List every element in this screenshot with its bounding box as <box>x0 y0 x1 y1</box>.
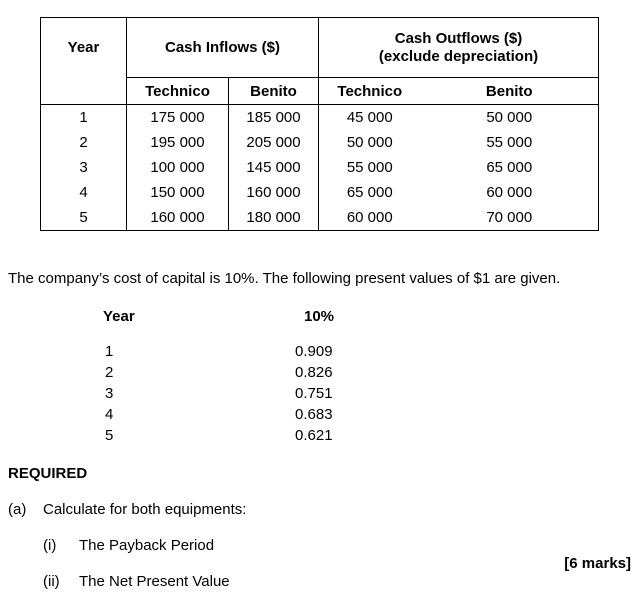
pv-year-value: 2 <box>105 364 114 381</box>
cash-inflows-header: Cash Inflows ($) <box>127 18 319 78</box>
question-a-i-text: The Payback Period <box>79 537 215 554</box>
subheader-inflow-technico: Technico <box>127 78 229 105</box>
pv-factor-value: 0.683 <box>295 406 333 423</box>
subheader-inflow-benito: Benito <box>229 78 319 105</box>
cash-outflows-title: Cash Outflows ($) <box>394 30 523 47</box>
inflow-benito-cell: 180 000 <box>229 205 319 231</box>
year-header-spacer <box>41 78 127 105</box>
table-row <box>41 205 599 231</box>
question-a <box>8 501 246 518</box>
inflow-benito-cell: 185 000 <box>229 105 319 131</box>
outflow-benito-cell: 70 000 <box>421 205 599 231</box>
table-row <box>41 155 599 180</box>
inflow-technico-cell: 150 000 <box>127 180 229 205</box>
inflow-technico-cell: 195 000 <box>127 130 229 155</box>
year-cell: 1 <box>41 105 127 131</box>
question-a-i-label: (i) <box>43 537 57 554</box>
table-row <box>41 180 599 205</box>
outflow-technico-cell: 50 000 <box>346 134 393 151</box>
outflow-benito-cell: 60 000 <box>421 180 599 205</box>
table-row <box>41 105 599 131</box>
inflow-benito-cell: 145 000 <box>229 155 319 180</box>
year-cell: 3 <box>41 155 127 180</box>
year-cell: 2 <box>41 130 127 155</box>
year-header: Year <box>41 18 127 78</box>
question-a-ii <box>43 573 230 590</box>
pv-factor-value: 0.826 <box>295 364 333 381</box>
pv-year-value: 5 <box>105 427 114 444</box>
outflow-technico-cell: 60 000 <box>319 205 421 231</box>
marks-allocation: [6 marks] <box>564 555 631 572</box>
pv-factor-column <box>295 343 345 448</box>
question-a-i <box>43 537 214 554</box>
outflow-technico-cell: 65 000 <box>346 184 393 201</box>
question-a-ii-label: (ii) <box>43 573 60 590</box>
pv-year-value: 3 <box>105 385 114 402</box>
pv-year-value: 4 <box>105 406 114 423</box>
pv-year-column <box>105 343 115 448</box>
year-cell: 4 <box>41 180 127 205</box>
inflow-technico-cell: 160 000 <box>127 205 229 231</box>
subheader-outflow-technico: Technico <box>319 78 421 105</box>
pv-year-header: Year <box>103 308 135 325</box>
question-a-text: Calculate for both equipments: <box>43 501 247 518</box>
outflow-benito-cell: 65 000 <box>421 155 599 180</box>
question-a-label: (a) <box>8 501 27 518</box>
cost-of-capital-statement: The company’s cost of capital is 10%. The following present values of $1 are given. <box>8 270 561 287</box>
outflow-technico-cell: 45 000 <box>346 109 393 126</box>
required-heading: REQUIRED <box>8 465 88 482</box>
pv-factor-value: 0.621 <box>295 427 333 444</box>
outflow-benito-cell: 50 000 <box>421 105 599 131</box>
pv-rate-header: 10% <box>304 308 335 325</box>
inflow-technico-cell: 100 000 <box>127 155 229 180</box>
inflow-technico-cell: 175 000 <box>127 105 229 131</box>
outflow-benito-cell: 55 000 <box>421 130 599 155</box>
question-a-ii-text: The Net Present Value <box>79 573 230 590</box>
pv-year-value: 1 <box>105 343 114 360</box>
inflow-benito-cell: 160 000 <box>229 180 319 205</box>
pv-factor-value: 0.751 <box>295 385 333 402</box>
table-row <box>41 130 599 155</box>
cash-outflows-note: (exclude depreciation) <box>378 48 539 65</box>
pv-factor-value: 0.909 <box>295 343 333 360</box>
year-cell: 5 <box>41 205 127 231</box>
subheader-outflow-benito: Benito <box>421 78 599 105</box>
cash-flow-table <box>40 17 599 231</box>
cash-outflows-header <box>319 18 599 78</box>
inflow-benito-cell: 205 000 <box>229 130 319 155</box>
outflow-technico-cell: 55 000 <box>346 159 393 176</box>
